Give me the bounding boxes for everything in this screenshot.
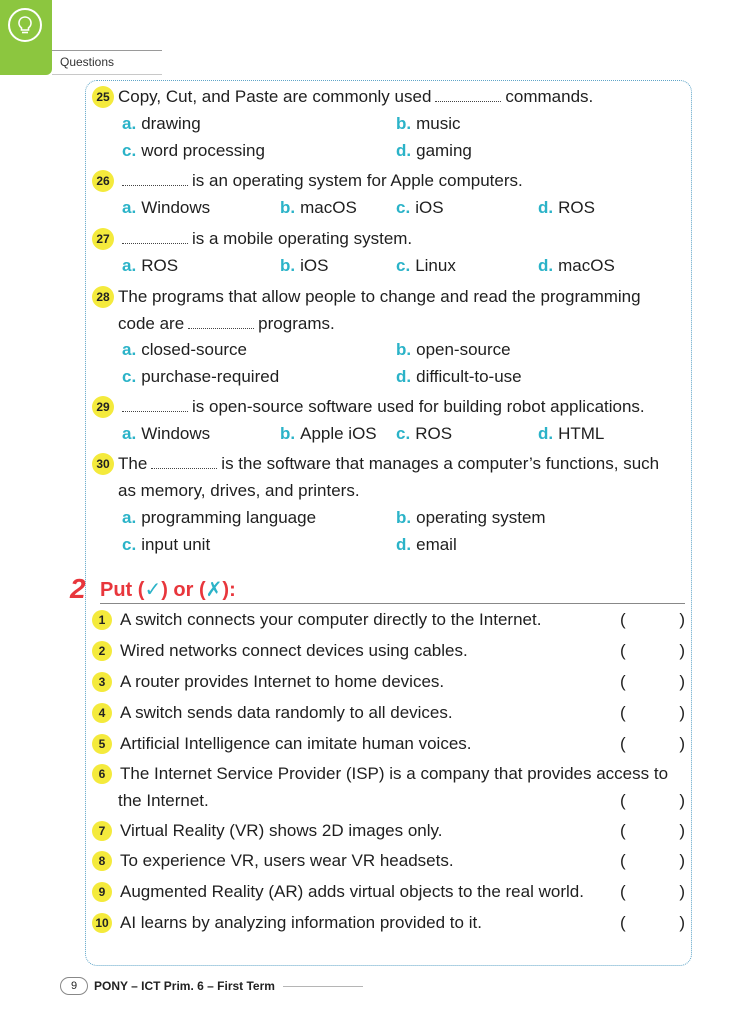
option-b[interactable]: b. music [396,114,461,133]
footer-rule [283,986,363,987]
question-text: is open-source software used for building robot applications. [192,397,645,416]
tf-item-3: 3 A router provides Internet to home devices. ( ) [92,669,687,695]
option-a[interactable]: a. ROS [122,256,179,275]
question-26 [92,168,687,194]
option-a[interactable]: a. Windows [122,424,211,443]
options-28 [122,337,682,393]
option-c[interactable]: c. input unit [122,535,211,554]
option-b[interactable]: b. open-source [396,340,511,359]
question-number: 26 [92,170,114,192]
question-27 [92,226,687,252]
answer-box[interactable]: ( ) [620,734,685,753]
header-rule [52,74,162,75]
tf-item-4: 4 A switch sends data randomly to all devices. ( ) [92,700,687,726]
option-d[interactable]: d. ROS [538,198,595,217]
answer-blank [122,400,188,412]
question-text: is an operating system for Apple computers. [192,171,523,190]
answer-box[interactable]: ( ) [620,703,685,722]
option-d[interactable]: d. difficult-to-use [396,367,522,386]
tf-item-2: 2 Wired networks connect devices using cables. ( ) [92,638,687,664]
option-b[interactable]: b. iOS [280,256,329,275]
options-25 [122,111,682,167]
lightbulb-icon [8,8,42,42]
answer-box[interactable]: ( ) [620,610,685,629]
options-29 [122,421,682,449]
option-a[interactable]: a. drawing [122,114,201,133]
answer-blank [435,90,501,102]
tf-item-10: 10 AI learns by analyzing information provided to it. ( ) [92,910,687,936]
question-number: 27 [92,228,114,250]
section-label: Questions [52,50,162,74]
section-heading: Put (✓) or (✗): [100,579,236,601]
tf-item-5: 5 Artificial Intelligence can imitate human voices. ( ) [92,731,687,757]
answer-blank [188,317,254,329]
option-d[interactable]: d. gaming [396,141,472,160]
page-footer [60,975,363,997]
tf-item-6-line2: the Internet. ( ) [118,788,687,814]
question-29 [92,394,687,420]
question-number: 25 [92,86,114,108]
tf-item-6: 6 The Internet Service Provider (ISP) is a company that provides access to [92,761,687,787]
answer-box[interactable]: ( ) [620,882,685,901]
option-d[interactable]: d. macOS [538,256,615,275]
question-number: 30 [92,453,114,475]
question-text-end: commands. [505,87,594,106]
page-number: 9 [60,977,88,995]
answer-box[interactable]: ( ) [620,672,685,691]
answer-box[interactable]: ( ) [620,821,685,840]
tf-item-9: 9 Augmented Reality (AR) adds virtual objects to the real world. ( ) [92,879,687,905]
check-mark-icon: ✓ [144,579,162,601]
question-text: Copy, Cut, and Paste are commonly used [118,87,432,106]
tf-item-8: 8 To experience VR, users wear VR headsets. ( ) [92,848,687,874]
options-30 [122,505,682,561]
cross-mark-icon: ✗ [205,579,223,601]
question-text: The programs that allow people to change and read the programming [118,287,641,306]
answer-blank [151,457,217,469]
section-number: 2 [70,573,86,604]
section-2-header [70,575,685,605]
option-b[interactable]: b. macOS [280,198,357,217]
question-25 [92,84,687,110]
question-30: 30 The is the software that manages a computer’s functions, such [92,451,687,477]
option-c[interactable]: c. iOS [396,198,444,217]
option-c[interactable]: c. purchase-required [122,367,280,386]
option-d[interactable]: d. email [396,535,457,554]
option-a[interactable]: a. Windows [122,198,211,217]
answer-box[interactable]: ( ) [620,791,685,810]
question-30-line2: as memory, drives, and printers. [118,481,360,500]
question-text: is a mobile operating system. [192,229,413,248]
answer-box[interactable]: ( ) [620,851,685,870]
answer-blank [122,232,188,244]
book-title: PONY – ICT Prim. 6 – First Term [94,979,275,993]
option-a[interactable]: a. closed-source [122,340,248,359]
options-26 [122,195,682,223]
question-28 [92,284,687,310]
section-rule [100,603,685,604]
answer-blank [122,174,188,186]
option-a[interactable]: a. programming language [122,508,317,527]
tf-item-7: 7 Virtual Reality (VR) shows 2D images only. ( ) [92,818,687,844]
options-27 [122,253,682,281]
answer-box[interactable]: ( ) [620,641,685,660]
question-number: 28 [92,286,114,308]
option-b[interactable]: b. Apple iOS [280,424,377,443]
option-c[interactable]: c. ROS [396,424,453,443]
option-c[interactable]: c. Linux [396,256,456,275]
question-28-line2: code are programs. [118,314,335,333]
question-number: 29 [92,396,114,418]
option-c[interactable]: c. word processing [122,141,265,160]
chapter-corner-tab [0,0,52,75]
option-b[interactable]: b. operating system [396,508,546,527]
tf-item-1: 1 A switch connects your computer directly to the Internet. ( ) [92,607,687,633]
answer-box[interactable]: ( ) [620,913,685,932]
option-d[interactable]: d. HTML [538,424,605,443]
